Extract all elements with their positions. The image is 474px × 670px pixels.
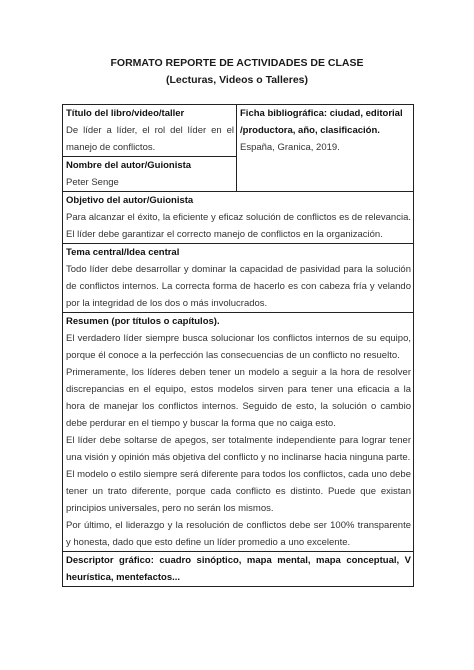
- resumen-paragraph: El líder debe soltarse de apegos, ser totalmente independiente para lograr tener una visión y opinión más objetiva del conflicto y no inclinarse hacia ninguna parte.: [66, 435, 411, 463]
- row-objetivo: [63, 192, 414, 244]
- page-subtitle: (Lecturas, Videos o Talleres): [166, 74, 308, 86]
- cell-objetivo: [63, 192, 414, 244]
- tema-value: Todo líder debe desarrollar y dominar la capacidad de pasividad para la solución de conflictos internos. La correcta forma de hacerlo es con cabeza fría y velando por la integridad de los dos o más involucrados.: [66, 264, 411, 309]
- ficha-value: España, Granica, 2019.: [240, 142, 340, 153]
- resumen-paragraph: Primeramente, los líderes deben tener un modelo a seguir a la hora de resolver discrepancias en el equipo, estos modelos sirven para tener una eficacia a la hora de manejar los conflictos internos. Seguido de esto, la solución o cambio debe perdurar en el tiempo y buscar la forma que no caiga esto.: [66, 367, 411, 429]
- resumen-paragraph: Por último, el liderazgo y la resolución de conflictos debe ser 100% transparente y honesta, dado que esto define un líder promedio a uno excelente.: [66, 520, 411, 548]
- page-title: FORMATO REPORTE DE ACTIVIDADES DE CLASE: [110, 57, 364, 69]
- row-descriptor: [63, 552, 414, 587]
- objetivo-label: Objetivo del autor/Guionista: [66, 195, 194, 206]
- report-form-table: [62, 104, 414, 587]
- cell-autor: [63, 157, 237, 192]
- ficha-label: Ficha bibliográfica: ciudad, editorial /productora, año, clasificación.: [240, 108, 403, 136]
- autor-label: Nombre del autor/Guionista: [66, 160, 192, 171]
- row-tema: [63, 244, 414, 313]
- titulo-value: De líder a líder, el rol del líder en el manejo de conflictos.: [66, 125, 234, 153]
- resumen-paragraph: El modelo o estilo siempre será diferente para todos los conflictos, cada uno debe tener un trato diferente, porque cada conflicto es distinto. Puede que existan principios universales, pero no serán los mismos.: [66, 469, 411, 514]
- objetivo-value: Para alcanzar el éxito, la eficiente y eficaz solución de conflictos es de relevancia. El líder debe garantizar el correcto manejo de conflictos en la organización.: [66, 212, 411, 240]
- cell-tema: [63, 244, 414, 313]
- titulo-label: Título del libro/video/taller: [66, 108, 185, 119]
- autor-value: Peter Senge: [66, 177, 119, 188]
- descriptor-label: Descriptor gráfico: cuadro sinóptico, mapa mental, mapa conceptual, V heurística, mentefactos...: [66, 555, 411, 583]
- cell-descriptor: [63, 552, 414, 587]
- resumen-label: Resumen (por títulos o capítulos).: [66, 316, 220, 327]
- resumen-paragraph: El verdadero líder siempre busca solucionar los conflictos internos de su equipo, porque él conoce a la perfección las consecuencias de un conflicto no resuelto.: [66, 333, 411, 361]
- row-resumen: [63, 313, 414, 552]
- cell-ficha: [237, 105, 414, 192]
- tema-label: Tema central/Idea central: [66, 247, 180, 258]
- row-titulo-ficha: [63, 105, 414, 157]
- cell-resumen: [63, 313, 414, 552]
- cell-titulo: [63, 105, 237, 157]
